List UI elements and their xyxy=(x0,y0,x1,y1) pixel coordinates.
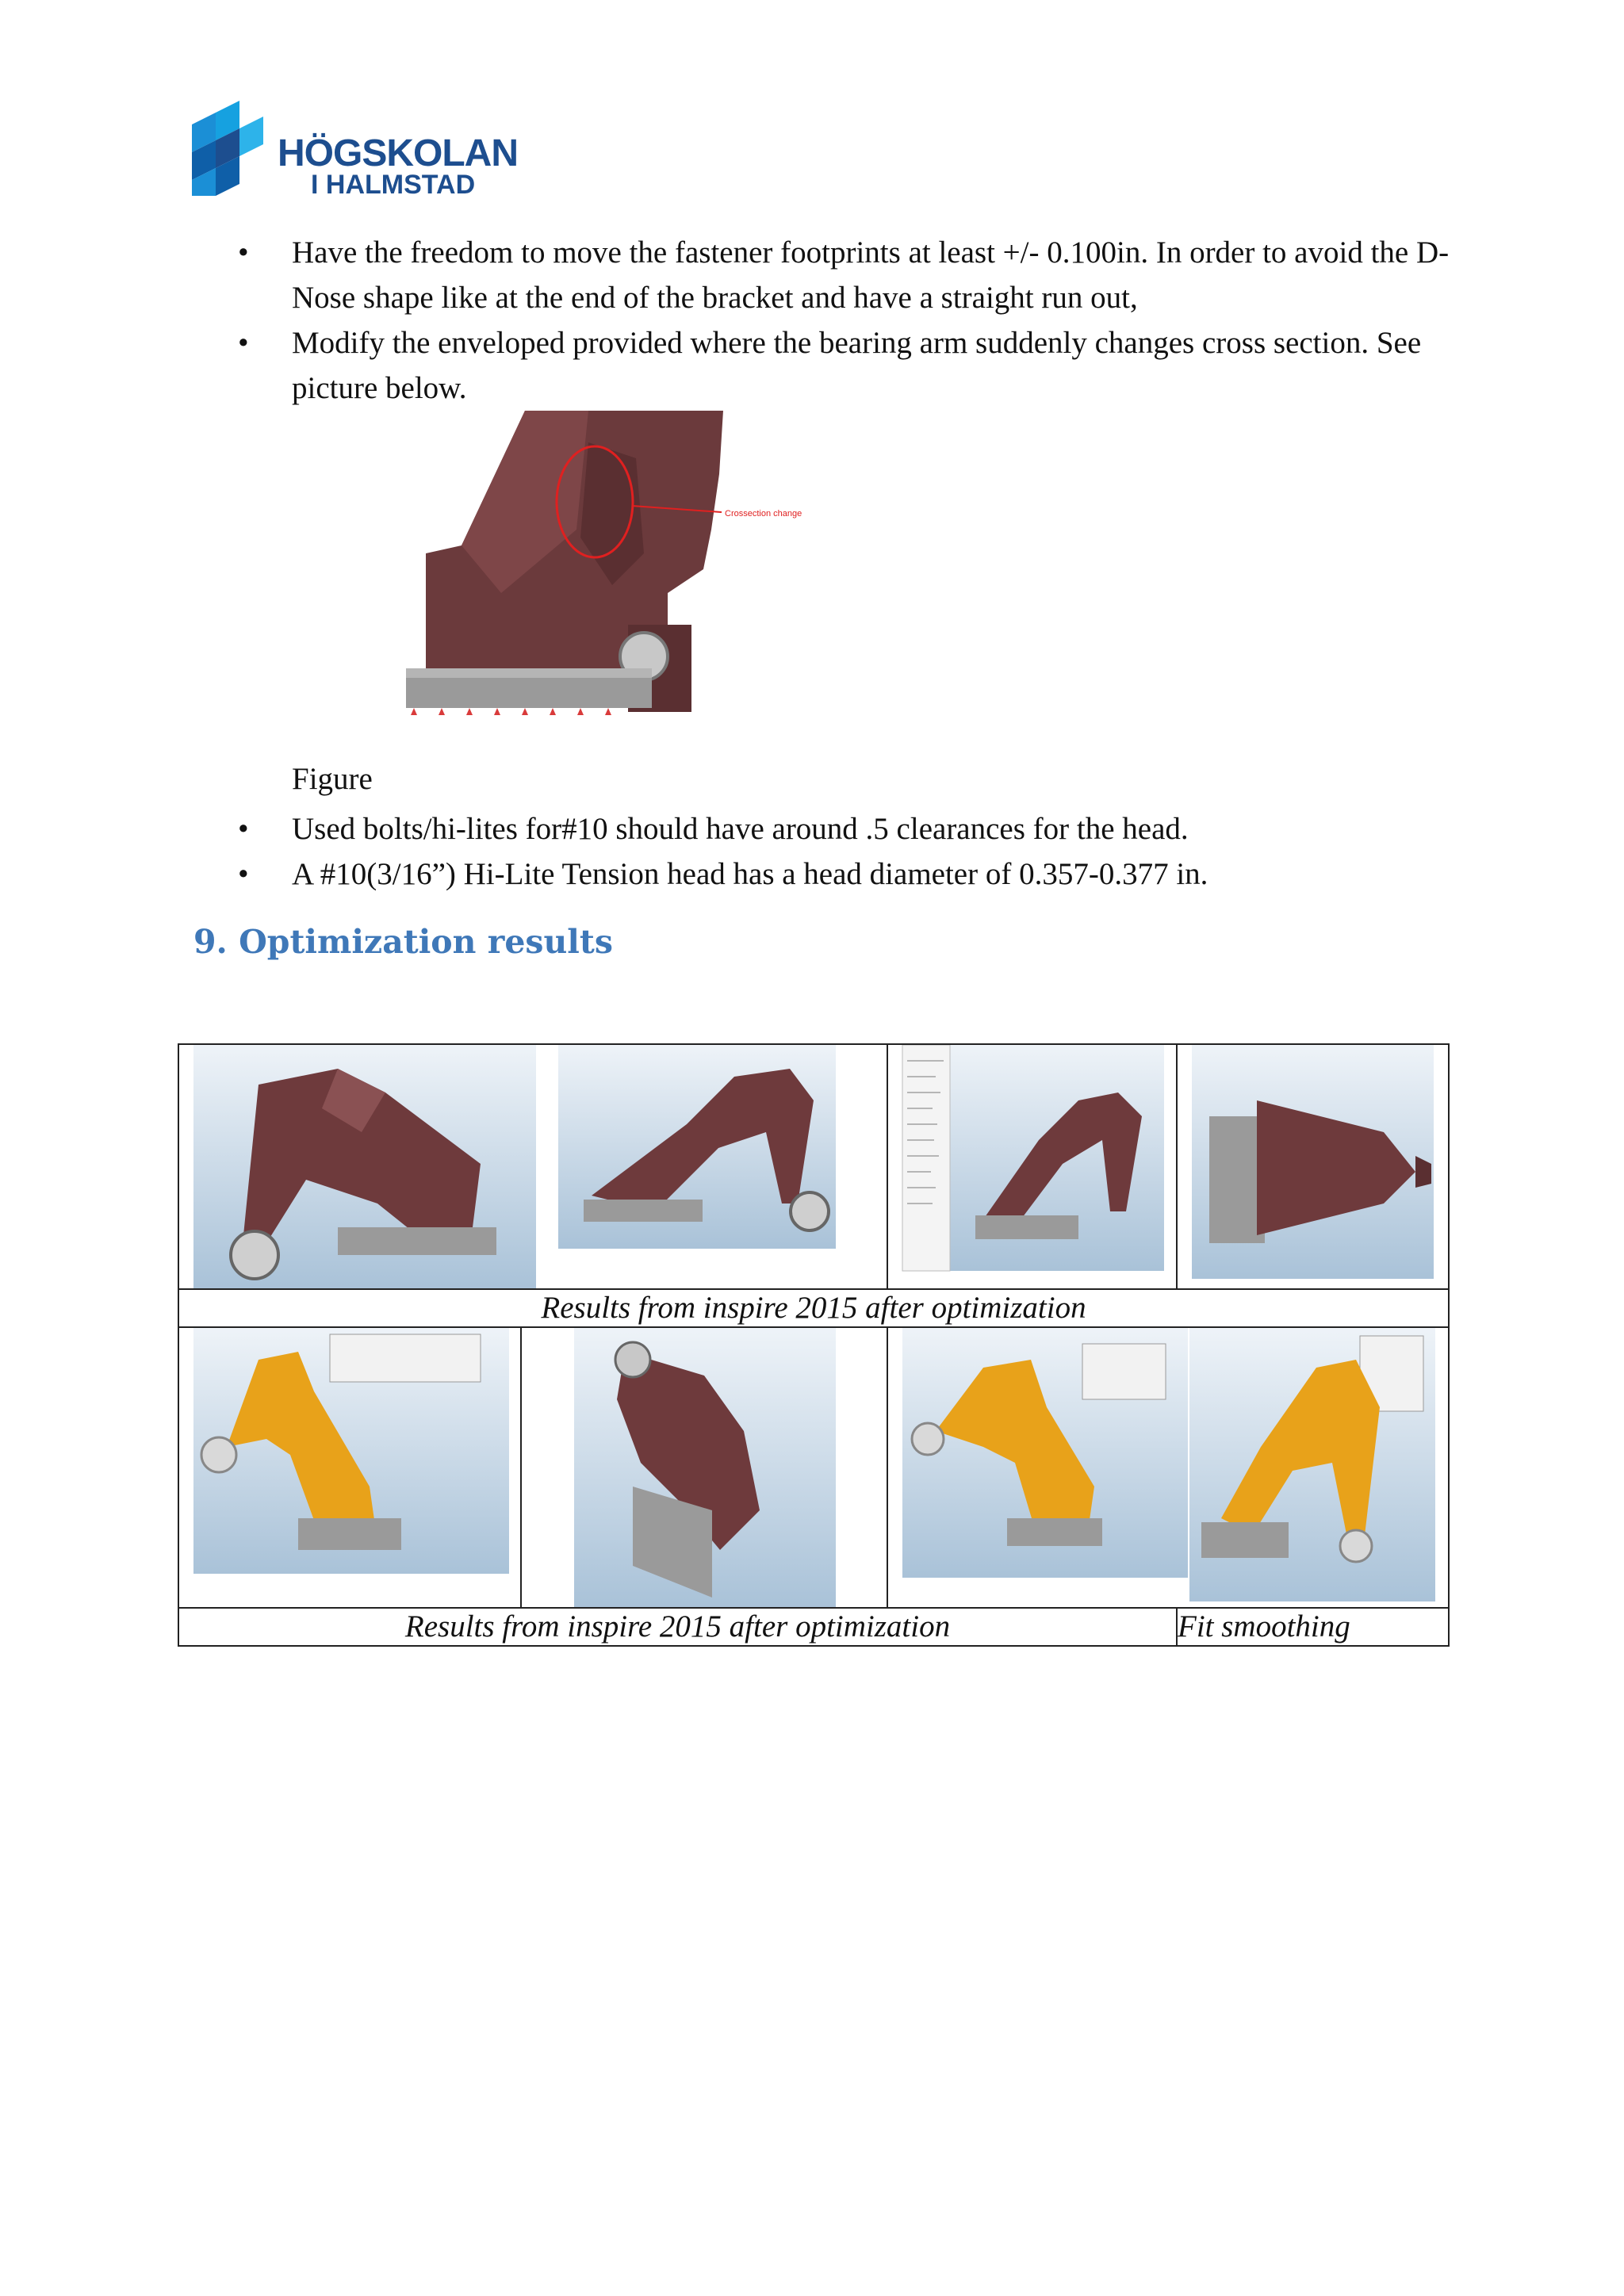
bullet-item xyxy=(238,230,1459,320)
bullet-marker: • xyxy=(238,857,249,891)
bullet-list-top xyxy=(238,230,1459,411)
logo-line2: I HALMSTAD xyxy=(311,170,476,200)
bullet-item xyxy=(238,851,1459,897)
bullet-text: Have the freedom to move the fastener footprints at least +/- 0.100in. In order to avoid the D-Nose shape like at the end of the bracket and have a straight run out, xyxy=(292,235,1450,315)
row2-caption-right: Fit smoothing xyxy=(1177,1608,1449,1646)
crossection-figure xyxy=(406,411,806,715)
bullet-list-bottom xyxy=(238,806,1459,897)
result-image-cell xyxy=(887,1044,1177,1289)
inspire-result-yellow-status xyxy=(179,1328,521,1607)
bullet-text: Used bolts/hi-lites for#10 should have around .5 clearances for the head. xyxy=(292,812,1189,846)
inspire-result-top-view xyxy=(1178,1045,1449,1288)
inspire-result-maroon-iso xyxy=(522,1328,887,1607)
result-image-cell xyxy=(1177,1044,1449,1289)
row1-caption: Results from inspire 2015 after optimization xyxy=(178,1289,1449,1327)
result-image-cell xyxy=(178,1327,521,1608)
bullet-text: Modify the enveloped provided where the bearing arm suddenly changes cross section. See picture below. xyxy=(292,326,1422,405)
inspire-result-with-tree xyxy=(888,1045,1177,1288)
fit-smoothing-yellow-views xyxy=(888,1328,1449,1607)
inspire-result-side-views xyxy=(179,1045,887,1288)
bullet-item xyxy=(238,806,1459,851)
logo-line1: HÖGSKOLAN xyxy=(278,132,518,174)
result-image-cell xyxy=(178,1044,887,1289)
row2-caption-left: Results from inspire 2015 after optimization xyxy=(178,1608,1177,1646)
figure-caption: Figure xyxy=(292,762,373,796)
result-image-cell xyxy=(887,1327,1449,1608)
results-table xyxy=(178,1043,1450,1647)
bullet-marker: • xyxy=(238,235,249,270)
bullet-marker: • xyxy=(238,812,249,846)
result-image-cell xyxy=(521,1327,887,1608)
crossection-label: Crossection change xyxy=(725,509,802,519)
university-logo xyxy=(192,97,518,200)
bullet-text: A #10(3/16”) Hi-Lite Tension head has a head diameter of 0.357-0.377 in. xyxy=(292,857,1208,891)
bullet-marker: • xyxy=(238,326,249,360)
logo-mark-icon xyxy=(192,97,279,200)
section-heading: 9. Optimization results xyxy=(193,923,613,961)
bullet-item xyxy=(238,320,1459,411)
